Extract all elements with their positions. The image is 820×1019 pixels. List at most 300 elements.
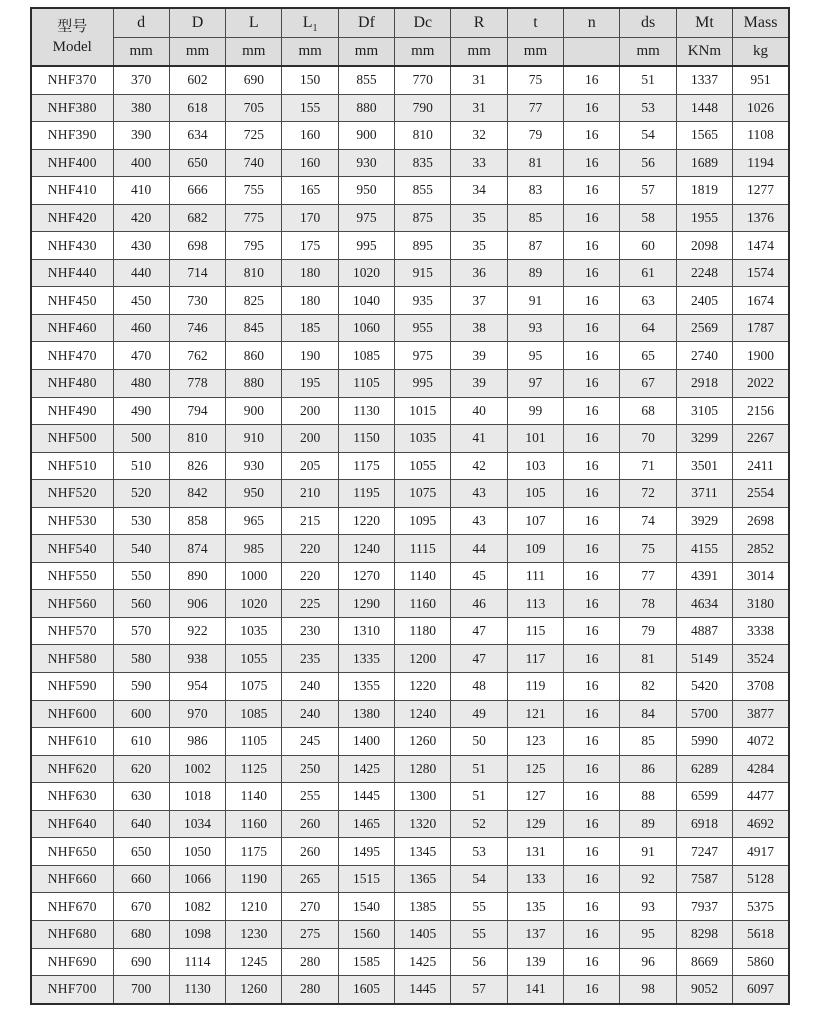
data-cell: 370 bbox=[113, 66, 169, 94]
column-header-t: t bbox=[507, 8, 563, 38]
data-cell: 2698 bbox=[733, 507, 789, 535]
data-cell: 810 bbox=[169, 425, 225, 453]
data-cell: 16 bbox=[564, 810, 620, 838]
model-cell: NHF390 bbox=[31, 122, 113, 150]
data-cell: 890 bbox=[169, 562, 225, 590]
data-cell: 790 bbox=[395, 94, 451, 122]
data-cell: 16 bbox=[564, 838, 620, 866]
unit-header-t: mm bbox=[507, 38, 563, 67]
data-cell: 500 bbox=[113, 425, 169, 453]
data-cell: 53 bbox=[451, 838, 507, 866]
model-cell: NHF410 bbox=[31, 177, 113, 205]
data-cell: 3877 bbox=[733, 700, 789, 728]
table-row-NHF620 bbox=[31, 755, 789, 783]
table-row-NHF480 bbox=[31, 370, 789, 398]
data-cell: 155 bbox=[282, 94, 338, 122]
data-cell: 1060 bbox=[338, 314, 394, 342]
data-cell: 61 bbox=[620, 259, 676, 287]
table-row-NHF650 bbox=[31, 838, 789, 866]
table-row-NHF700 bbox=[31, 976, 789, 1004]
data-cell: 400 bbox=[113, 149, 169, 177]
data-cell: 1105 bbox=[338, 370, 394, 398]
data-cell: 986 bbox=[169, 728, 225, 756]
data-cell: 75 bbox=[507, 66, 563, 94]
data-cell: 88 bbox=[620, 783, 676, 811]
data-cell: 46 bbox=[451, 590, 507, 618]
model-cell: NHF570 bbox=[31, 617, 113, 645]
table-row-NHF590 bbox=[31, 673, 789, 701]
data-cell: 270 bbox=[282, 893, 338, 921]
model-cell: NHF650 bbox=[31, 838, 113, 866]
data-cell: 725 bbox=[226, 122, 282, 150]
data-cell: 700 bbox=[113, 976, 169, 1004]
header-row-names bbox=[31, 8, 789, 38]
data-cell: 16 bbox=[564, 397, 620, 425]
data-cell: 16 bbox=[564, 728, 620, 756]
data-cell: 93 bbox=[507, 314, 563, 342]
data-cell: 51 bbox=[451, 783, 507, 811]
data-cell: 85 bbox=[620, 728, 676, 756]
table-row-NHF600 bbox=[31, 700, 789, 728]
data-cell: 16 bbox=[564, 314, 620, 342]
data-cell: 215 bbox=[282, 507, 338, 535]
spec-table bbox=[30, 7, 790, 1005]
data-cell: 49 bbox=[451, 700, 507, 728]
data-cell: 1405 bbox=[395, 920, 451, 948]
data-cell: 16 bbox=[564, 783, 620, 811]
data-cell: 858 bbox=[169, 507, 225, 535]
data-cell: 746 bbox=[169, 314, 225, 342]
data-cell: 180 bbox=[282, 259, 338, 287]
unit-header-ds: mm bbox=[620, 38, 676, 67]
data-cell: 137 bbox=[507, 920, 563, 948]
column-header-Mt: Mt bbox=[676, 8, 732, 38]
data-cell: 1365 bbox=[395, 865, 451, 893]
data-cell: 109 bbox=[507, 535, 563, 563]
model-cell: NHF420 bbox=[31, 204, 113, 232]
data-cell: 160 bbox=[282, 122, 338, 150]
data-cell: 33 bbox=[451, 149, 507, 177]
data-cell: 99 bbox=[507, 397, 563, 425]
data-cell: 880 bbox=[338, 94, 394, 122]
data-cell: 1130 bbox=[169, 976, 225, 1004]
data-cell: 1376 bbox=[733, 204, 789, 232]
data-cell: 16 bbox=[564, 122, 620, 150]
data-cell: 1098 bbox=[169, 920, 225, 948]
data-cell: 103 bbox=[507, 452, 563, 480]
data-cell: 778 bbox=[169, 370, 225, 398]
data-cell: 480 bbox=[113, 370, 169, 398]
data-cell: 16 bbox=[564, 177, 620, 205]
data-cell: 1075 bbox=[395, 480, 451, 508]
data-cell: 640 bbox=[113, 810, 169, 838]
data-cell: 16 bbox=[564, 507, 620, 535]
data-cell: 4887 bbox=[676, 617, 732, 645]
data-cell: 16 bbox=[564, 535, 620, 563]
data-cell: 1108 bbox=[733, 122, 789, 150]
data-cell: 150 bbox=[282, 66, 338, 94]
column-header-d: d bbox=[113, 8, 169, 38]
data-cell: 160 bbox=[282, 149, 338, 177]
data-cell: 86 bbox=[620, 755, 676, 783]
data-cell: 1000 bbox=[226, 562, 282, 590]
data-cell: 1310 bbox=[338, 617, 394, 645]
data-cell: 650 bbox=[169, 149, 225, 177]
data-cell: 1194 bbox=[733, 149, 789, 177]
data-cell: 32 bbox=[451, 122, 507, 150]
unit-header-L: mm bbox=[226, 38, 282, 67]
data-cell: 930 bbox=[338, 149, 394, 177]
data-cell: 1066 bbox=[169, 865, 225, 893]
data-cell: 1337 bbox=[676, 66, 732, 94]
data-cell: 16 bbox=[564, 287, 620, 315]
data-cell: 1380 bbox=[338, 700, 394, 728]
data-cell: 1085 bbox=[226, 700, 282, 728]
data-cell: 210 bbox=[282, 480, 338, 508]
data-cell: 1355 bbox=[338, 673, 394, 701]
data-cell: 39 bbox=[451, 370, 507, 398]
table-row-NHF390 bbox=[31, 122, 789, 150]
data-cell: 64 bbox=[620, 314, 676, 342]
model-cell: NHF610 bbox=[31, 728, 113, 756]
data-cell: 7937 bbox=[676, 893, 732, 921]
data-cell: 67 bbox=[620, 370, 676, 398]
data-cell: 74 bbox=[620, 507, 676, 535]
table-row-NHF430 bbox=[31, 232, 789, 260]
data-cell: 2098 bbox=[676, 232, 732, 260]
data-cell: 875 bbox=[395, 204, 451, 232]
data-cell: 794 bbox=[169, 397, 225, 425]
data-cell: 4284 bbox=[733, 755, 789, 783]
data-cell: 44 bbox=[451, 535, 507, 563]
data-cell: 1260 bbox=[226, 976, 282, 1004]
data-cell: 975 bbox=[338, 204, 394, 232]
table-row-NHF630 bbox=[31, 783, 789, 811]
data-cell: 7587 bbox=[676, 865, 732, 893]
data-cell: 2156 bbox=[733, 397, 789, 425]
data-cell: 1130 bbox=[338, 397, 394, 425]
model-cell: NHF620 bbox=[31, 755, 113, 783]
data-cell: 5420 bbox=[676, 673, 732, 701]
data-cell: 1445 bbox=[338, 783, 394, 811]
data-cell: 42 bbox=[451, 452, 507, 480]
data-cell: 755 bbox=[226, 177, 282, 205]
data-cell: 3929 bbox=[676, 507, 732, 535]
data-cell: 175 bbox=[282, 232, 338, 260]
data-cell: 48 bbox=[451, 673, 507, 701]
data-cell: 450 bbox=[113, 287, 169, 315]
data-cell: 810 bbox=[226, 259, 282, 287]
data-cell: 2569 bbox=[676, 314, 732, 342]
data-cell: 935 bbox=[395, 287, 451, 315]
data-cell: 8298 bbox=[676, 920, 732, 948]
data-cell: 127 bbox=[507, 783, 563, 811]
data-cell: 1585 bbox=[338, 948, 394, 976]
data-cell: 97 bbox=[507, 370, 563, 398]
data-cell: 16 bbox=[564, 342, 620, 370]
data-cell: 230 bbox=[282, 617, 338, 645]
data-cell: 170 bbox=[282, 204, 338, 232]
data-cell: 225 bbox=[282, 590, 338, 618]
data-cell: 1002 bbox=[169, 755, 225, 783]
data-cell: 530 bbox=[113, 507, 169, 535]
data-cell: 845 bbox=[226, 314, 282, 342]
data-cell: 72 bbox=[620, 480, 676, 508]
data-cell: 600 bbox=[113, 700, 169, 728]
data-cell: 1200 bbox=[395, 645, 451, 673]
data-cell: 92 bbox=[620, 865, 676, 893]
data-cell: 200 bbox=[282, 425, 338, 453]
model-cell: NHF460 bbox=[31, 314, 113, 342]
data-cell: 666 bbox=[169, 177, 225, 205]
data-cell: 950 bbox=[226, 480, 282, 508]
data-cell: 5700 bbox=[676, 700, 732, 728]
data-cell: 280 bbox=[282, 948, 338, 976]
data-cell: 260 bbox=[282, 810, 338, 838]
data-cell: 1400 bbox=[338, 728, 394, 756]
data-cell: 550 bbox=[113, 562, 169, 590]
data-cell: 985 bbox=[226, 535, 282, 563]
data-cell: 81 bbox=[507, 149, 563, 177]
data-cell: 1240 bbox=[338, 535, 394, 563]
column-header-R: R bbox=[451, 8, 507, 38]
data-cell: 77 bbox=[507, 94, 563, 122]
model-cell: NHF600 bbox=[31, 700, 113, 728]
data-cell: 634 bbox=[169, 122, 225, 150]
data-cell: 57 bbox=[451, 976, 507, 1004]
data-cell: 47 bbox=[451, 645, 507, 673]
table-header bbox=[31, 8, 789, 66]
data-cell: 1900 bbox=[733, 342, 789, 370]
data-cell: 200 bbox=[282, 397, 338, 425]
data-cell: 1190 bbox=[226, 865, 282, 893]
data-cell: 43 bbox=[451, 507, 507, 535]
data-cell: 4477 bbox=[733, 783, 789, 811]
table-row-NHF460 bbox=[31, 314, 789, 342]
data-cell: 205 bbox=[282, 452, 338, 480]
data-cell: 95 bbox=[620, 920, 676, 948]
data-cell: 1050 bbox=[169, 838, 225, 866]
data-cell: 68 bbox=[620, 397, 676, 425]
table-row-NHF540 bbox=[31, 535, 789, 563]
data-cell: 460 bbox=[113, 314, 169, 342]
data-cell: 111 bbox=[507, 562, 563, 590]
data-cell: 775 bbox=[226, 204, 282, 232]
model-cell: NHF640 bbox=[31, 810, 113, 838]
table-row-NHF450 bbox=[31, 287, 789, 315]
unit-header-L1: mm bbox=[282, 38, 338, 67]
data-cell: 52 bbox=[451, 810, 507, 838]
data-cell: 2918 bbox=[676, 370, 732, 398]
data-cell: 440 bbox=[113, 259, 169, 287]
data-cell: 1335 bbox=[338, 645, 394, 673]
data-cell: 1150 bbox=[338, 425, 394, 453]
data-cell: 54 bbox=[620, 122, 676, 150]
data-cell: 101 bbox=[507, 425, 563, 453]
data-cell: 955 bbox=[395, 314, 451, 342]
data-cell: 16 bbox=[564, 617, 620, 645]
data-cell: 16 bbox=[564, 755, 620, 783]
model-cell: NHF480 bbox=[31, 370, 113, 398]
data-cell: 85 bbox=[507, 204, 563, 232]
data-cell: 91 bbox=[620, 838, 676, 866]
data-cell: 1026 bbox=[733, 94, 789, 122]
data-cell: 1125 bbox=[226, 755, 282, 783]
data-cell: 810 bbox=[395, 122, 451, 150]
data-cell: 740 bbox=[226, 149, 282, 177]
data-cell: 730 bbox=[169, 287, 225, 315]
data-cell: 670 bbox=[113, 893, 169, 921]
data-cell: 105 bbox=[507, 480, 563, 508]
data-cell: 185 bbox=[282, 314, 338, 342]
data-cell: 50 bbox=[451, 728, 507, 756]
data-cell: 81 bbox=[620, 645, 676, 673]
data-cell: 35 bbox=[451, 204, 507, 232]
data-cell: 95 bbox=[507, 342, 563, 370]
model-cell: NHF670 bbox=[31, 893, 113, 921]
data-cell: 1015 bbox=[395, 397, 451, 425]
data-cell: 71 bbox=[620, 452, 676, 480]
data-cell: 1819 bbox=[676, 177, 732, 205]
data-cell: 880 bbox=[226, 370, 282, 398]
model-cell: NHF450 bbox=[31, 287, 113, 315]
data-cell: 520 bbox=[113, 480, 169, 508]
model-cell: NHF530 bbox=[31, 507, 113, 535]
data-cell: 16 bbox=[564, 920, 620, 948]
data-cell: 3708 bbox=[733, 673, 789, 701]
column-header-L1: $L_1$ bbox=[282, 8, 338, 38]
data-cell: 1230 bbox=[226, 920, 282, 948]
data-cell: 36 bbox=[451, 259, 507, 287]
model-cell: NHF510 bbox=[31, 452, 113, 480]
unit-header-Df: mm bbox=[338, 38, 394, 67]
data-cell: 842 bbox=[169, 480, 225, 508]
data-cell: 610 bbox=[113, 728, 169, 756]
data-cell: 951 bbox=[733, 66, 789, 94]
table-row-NHF670 bbox=[31, 893, 789, 921]
data-cell: 1300 bbox=[395, 783, 451, 811]
data-cell: 16 bbox=[564, 590, 620, 618]
data-cell: 39 bbox=[451, 342, 507, 370]
data-cell: 954 bbox=[169, 673, 225, 701]
data-cell: 906 bbox=[169, 590, 225, 618]
model-cell: NHF490 bbox=[31, 397, 113, 425]
data-cell: 540 bbox=[113, 535, 169, 563]
model-cell: NHF540 bbox=[31, 535, 113, 563]
data-cell: 1075 bbox=[226, 673, 282, 701]
data-cell: 107 bbox=[507, 507, 563, 535]
data-cell: 16 bbox=[564, 976, 620, 1004]
unit-header-R: mm bbox=[451, 38, 507, 67]
data-cell: 16 bbox=[564, 204, 620, 232]
data-cell: 220 bbox=[282, 535, 338, 563]
data-cell: 1220 bbox=[338, 507, 394, 535]
data-cell: 255 bbox=[282, 783, 338, 811]
data-cell: 1175 bbox=[226, 838, 282, 866]
data-cell: 510 bbox=[113, 452, 169, 480]
column-header-ds: ds bbox=[620, 8, 676, 38]
data-cell: 1474 bbox=[733, 232, 789, 260]
data-cell: 235 bbox=[282, 645, 338, 673]
unit-header-d: mm bbox=[113, 38, 169, 67]
data-cell: 56 bbox=[620, 149, 676, 177]
unit-header-D: mm bbox=[169, 38, 225, 67]
model-header-zh: 型号 bbox=[57, 18, 88, 35]
model-cell: NHF700 bbox=[31, 976, 113, 1004]
unit-header-Mt: KNm bbox=[676, 38, 732, 67]
column-header-n: n bbox=[564, 8, 620, 38]
data-cell: 650 bbox=[113, 838, 169, 866]
data-cell: 123 bbox=[507, 728, 563, 756]
data-cell: 56 bbox=[451, 948, 507, 976]
data-cell: 1210 bbox=[226, 893, 282, 921]
data-cell: 133 bbox=[507, 865, 563, 893]
column-header-L: L bbox=[226, 8, 282, 38]
data-cell: 660 bbox=[113, 865, 169, 893]
data-cell: 113 bbox=[507, 590, 563, 618]
data-cell: 1270 bbox=[338, 562, 394, 590]
table-row-NHF420 bbox=[31, 204, 789, 232]
column-header-Mass: Mass bbox=[733, 8, 789, 38]
table-row-NHF640 bbox=[31, 810, 789, 838]
data-cell: 7247 bbox=[676, 838, 732, 866]
data-cell: 855 bbox=[338, 66, 394, 94]
data-cell: 1195 bbox=[338, 480, 394, 508]
data-cell: 762 bbox=[169, 342, 225, 370]
data-cell: 2740 bbox=[676, 342, 732, 370]
data-cell: 1035 bbox=[226, 617, 282, 645]
data-cell: 141 bbox=[507, 976, 563, 1004]
data-cell: 1140 bbox=[226, 783, 282, 811]
data-cell: 1040 bbox=[338, 287, 394, 315]
data-cell: 180 bbox=[282, 287, 338, 315]
model-cell: NHF560 bbox=[31, 590, 113, 618]
data-cell: 714 bbox=[169, 259, 225, 287]
data-cell: 16 bbox=[564, 480, 620, 508]
data-cell: 165 bbox=[282, 177, 338, 205]
data-cell: 1495 bbox=[338, 838, 394, 866]
data-cell: 1035 bbox=[395, 425, 451, 453]
data-cell: 96 bbox=[620, 948, 676, 976]
data-cell: 16 bbox=[564, 673, 620, 701]
data-cell: 78 bbox=[620, 590, 676, 618]
data-cell: 950 bbox=[338, 177, 394, 205]
model-column-header bbox=[31, 8, 113, 66]
data-cell: 275 bbox=[282, 920, 338, 948]
data-cell: 1515 bbox=[338, 865, 394, 893]
data-cell: 1180 bbox=[395, 617, 451, 645]
data-cell: 9052 bbox=[676, 976, 732, 1004]
data-cell: 16 bbox=[564, 425, 620, 453]
model-cell: NHF680 bbox=[31, 920, 113, 948]
spec-sheet bbox=[30, 7, 790, 1005]
data-cell: 16 bbox=[564, 948, 620, 976]
table-row-NHF560 bbox=[31, 590, 789, 618]
data-cell: 900 bbox=[338, 122, 394, 150]
data-cell: 1565 bbox=[676, 122, 732, 150]
data-cell: 41 bbox=[451, 425, 507, 453]
data-cell: 47 bbox=[451, 617, 507, 645]
data-cell: 4634 bbox=[676, 590, 732, 618]
data-cell: 265 bbox=[282, 865, 338, 893]
data-cell: 630 bbox=[113, 783, 169, 811]
data-cell: 117 bbox=[507, 645, 563, 673]
column-header-D: D bbox=[169, 8, 225, 38]
data-cell: 1095 bbox=[395, 507, 451, 535]
data-cell: 1160 bbox=[395, 590, 451, 618]
data-cell: 560 bbox=[113, 590, 169, 618]
data-cell: 1280 bbox=[395, 755, 451, 783]
